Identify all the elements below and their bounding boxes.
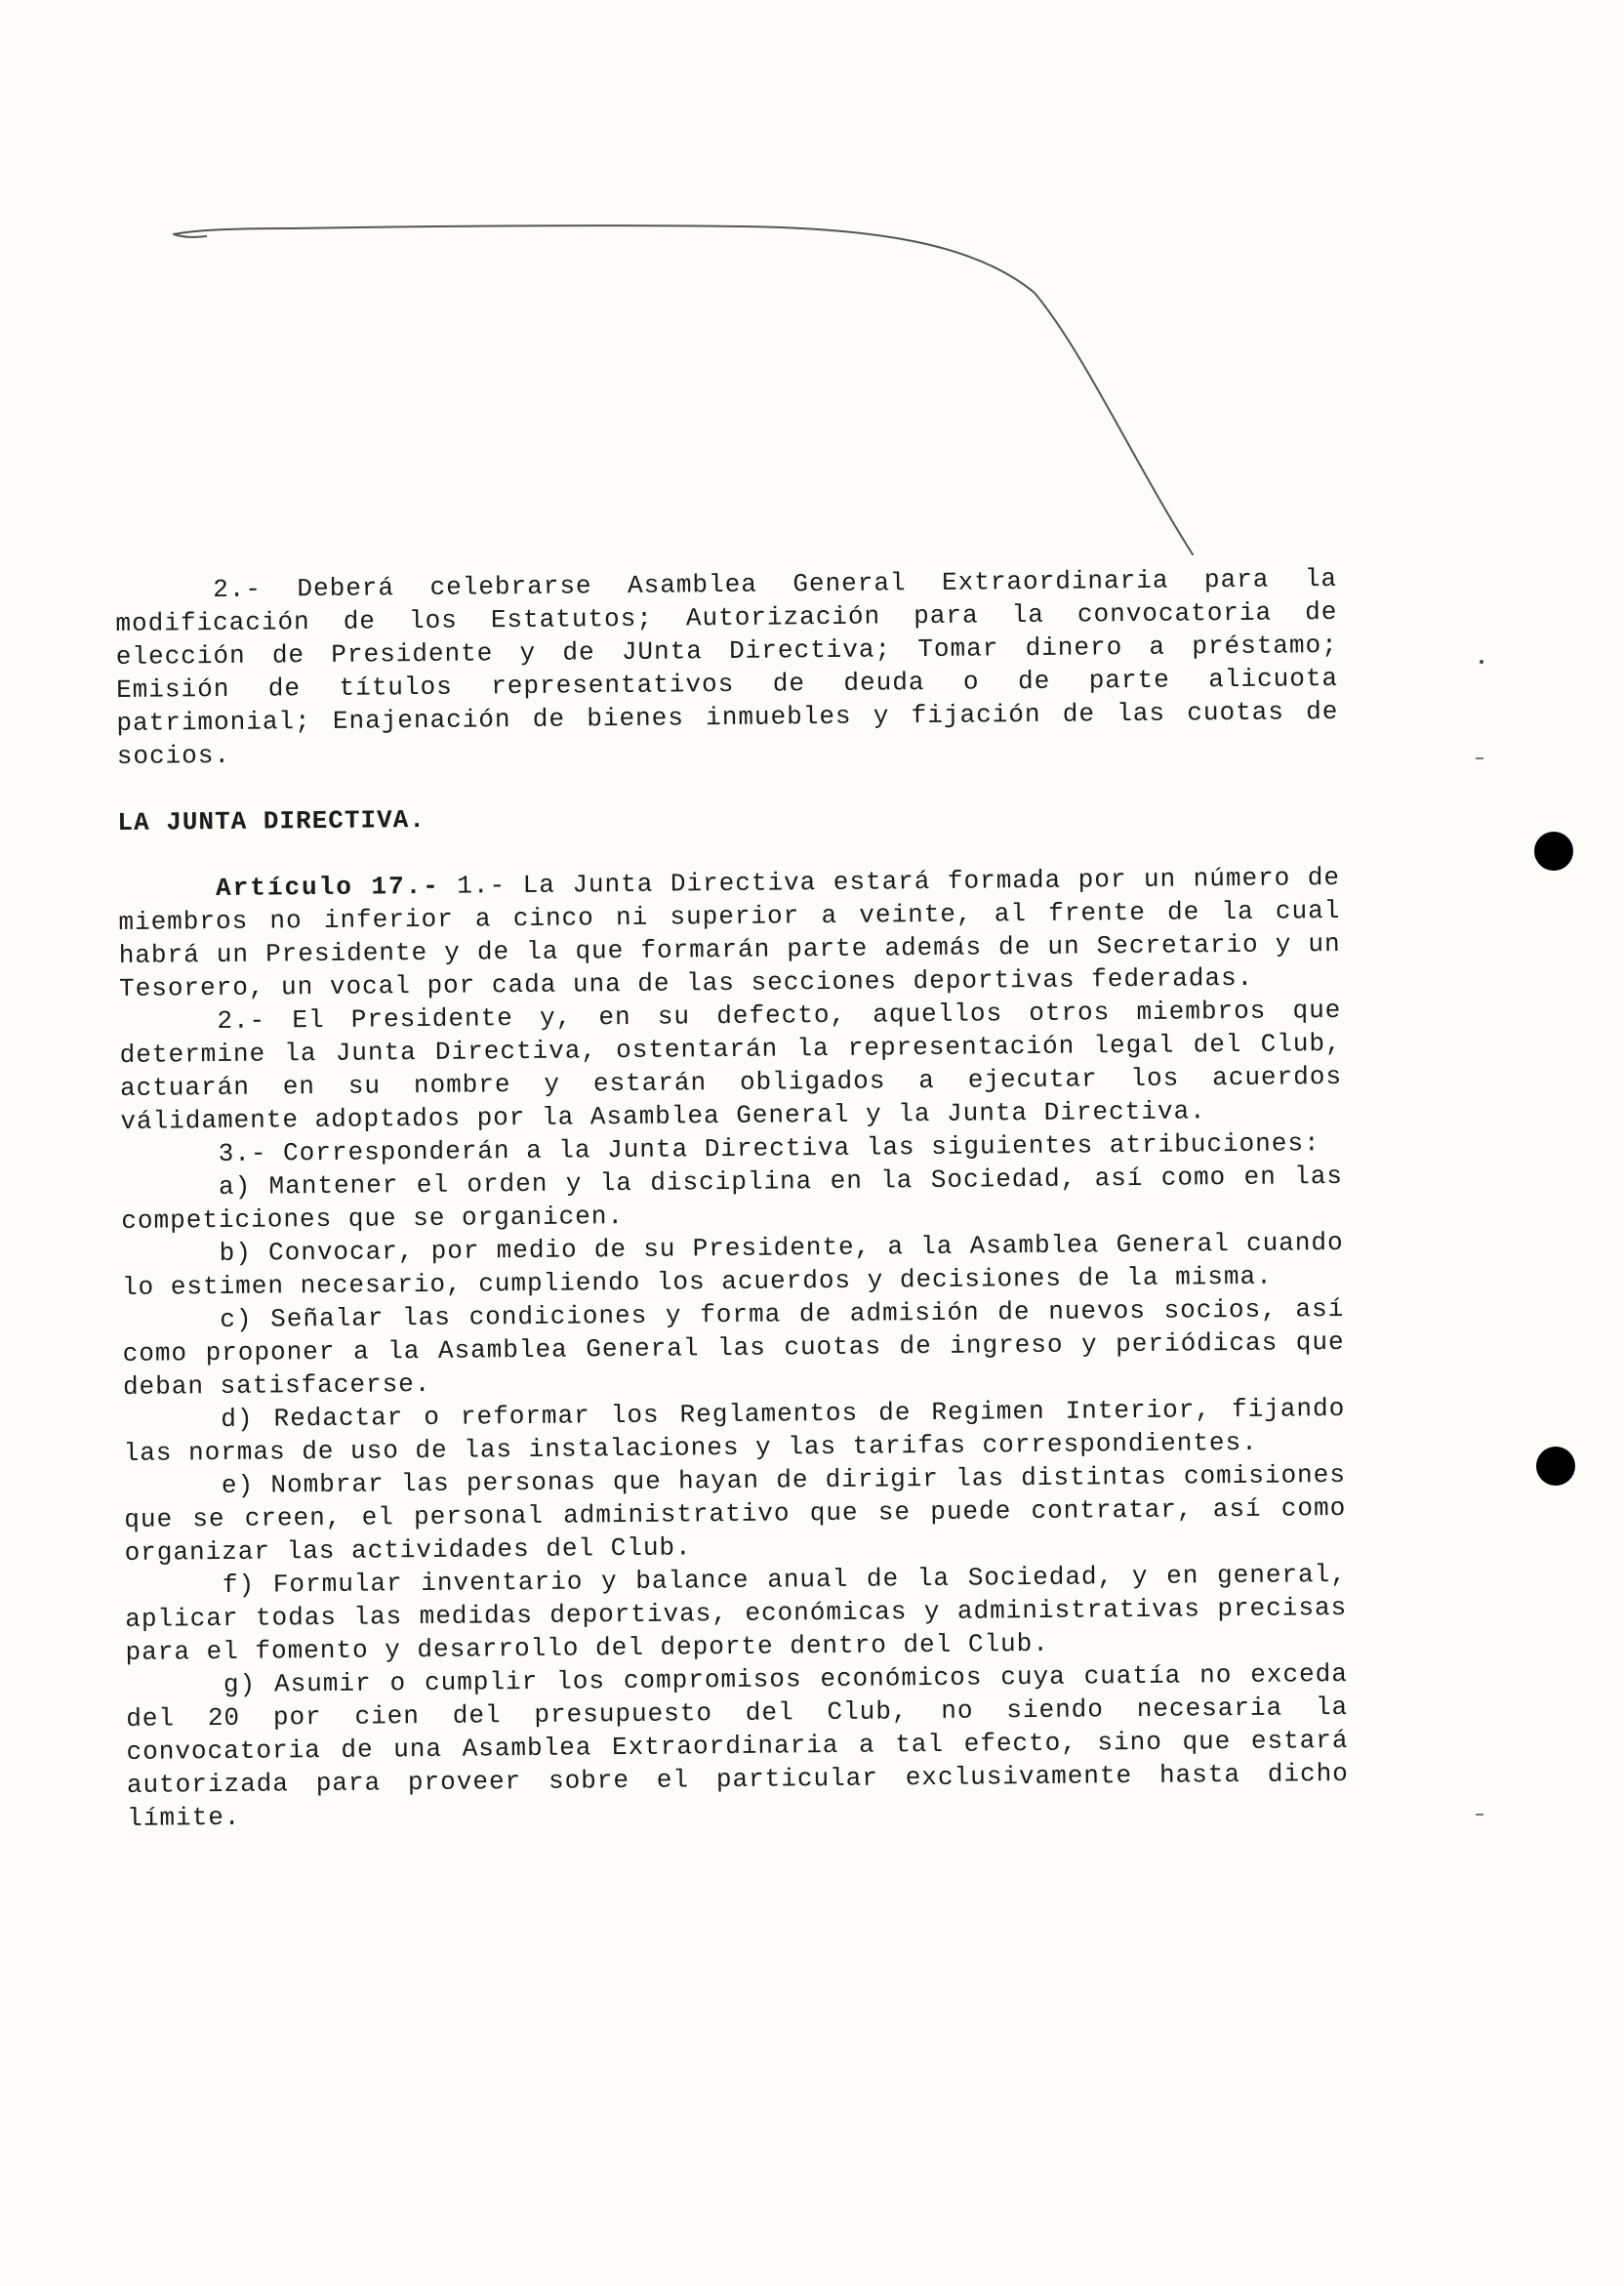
margin-mark [1476,1814,1483,1816]
article-17-p1-text: 1.- La Junta Directiva estará formada por un número de miembros no inferior a cinco ni superior a veinte, al frente de la cual habrá un Presidente y de la que formarán parte además de un Secretario y un Tesorero, un vocal por cada una de las secciones deportivas federadas. [118,862,1341,1003]
punch-hole-lower [1536,1447,1575,1486]
attribution-item-c: c) Señalar las condiciones y forma de admisión de nuevos socios, así como proponer a la Asamblea General las cuotas de ingreso y periódicas que deban satisfacerse. [122,1293,1345,1402]
intro-paragraph: 2.- Deberá celebrarse Asamblea General Extraordinaria para la modificación de los Estatutos; Autorización para la convocatoria de elección de Presidente y de JUnta Directiva; Tomar dinero a préstamo; Emisión de títulos representativos de deuda o de parte alicuota patrimonial; Enajenación de bienes inmuebles y fijación de las cuotas de socios. [115,563,1339,771]
attribution-item-b: b) Convocar, por medio de su Presidente, a la Asamblea General cuando lo estimen necesario, cumpliendo los acuerdos y decisiones de la misma. [121,1227,1344,1302]
article-17-paragraph-1 [118,861,1341,1005]
attribution-item-e: e) Nombrar las personas que hayan de dirigir las distintas comisiones que se creen, el personal administrativo que se puede contratar, así como organizar las actividades del Club. [124,1459,1347,1568]
article-heading: Artículo 17.- [215,871,440,904]
attribution-item-a: a) Mantener el orden y la disciplina en la Sociedad, así como en las competiciones que se organicen. [121,1161,1344,1236]
document-body [115,562,1349,1835]
article-17-paragraph-3: 3.- Corresponderán a la Junta Directiva las siguientes atribuciones: [218,1128,1320,1169]
section-heading: LA JUNTA DIRECTIVA. [117,804,426,837]
attribution-item-f: f) Formular inventario y balance anual de la Sociedad, y en general, aplicar todas las medidas deportivas, económicas y administrativas precisas para el fomento y desarrollo del deporte dentro del Club. [125,1559,1348,1667]
punch-hole-upper [1534,832,1573,871]
margin-mark [1476,757,1483,759]
attribution-item-g: g) Asumir o cumplir los compromisos económicos cuya cuatía no exceda del 20 por cien del presupuesto del Club, no siendo necesaria la convocatoria de una Asamblea Extraordinaria a tal efecto, sino que estará autorizada para proveer sobre el particular exclusivamente hasta dicho límite. [126,1658,1349,1833]
margin-mark [1480,660,1483,664]
article-17-paragraph-2: 2.- El Presidente y, en su defecto, aquellos otros miembros que determine la Junta Directiva, ostentarán la representación legal del Club, actuarán en su nombre y estarán obligados a ejecutar los acuerdos válidamente adoptados por la Asamblea General y la Junta Directiva. [119,995,1343,1136]
cancellation-pen-stroke [0,0,1624,586]
attribution-item-d: d) Redactar o reformar los Reglamentos de Regimen Interior, fijando las normas de uso de las instalaciones y las tarifas correspondientes. [123,1393,1346,1468]
